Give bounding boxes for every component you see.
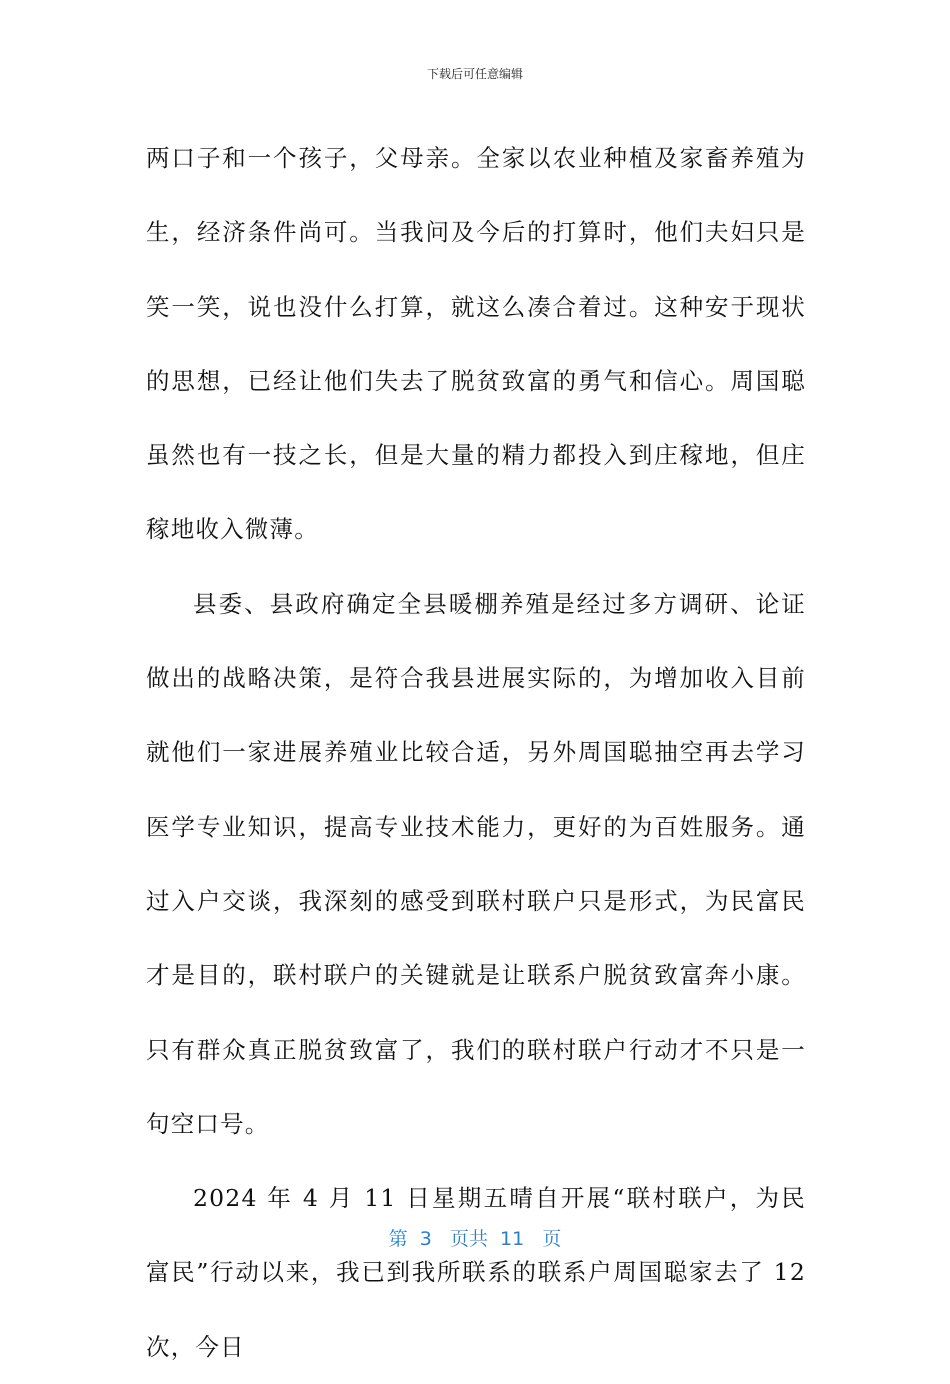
- footer-prefix: 第: [388, 1228, 408, 1250]
- paragraph-1: 两口子和一个孩子，父母亲。全家以农业种植及家畜养殖为生，经济条件尚可。当我问及今后的打算时，他们夫妇只是笑一笑，说也没什么打算，就这么凑合着过。这种安于现状的思想，已经让他们失去了脱贫致富的勇气和信心。周国聪虽然也有一技之长，但是大量的精力都投入到庄稼地，但庄稼地收入微薄。: [146, 144, 806, 544]
- footer-total-pages: 11: [500, 1228, 525, 1250]
- page-footer: [0, 1226, 950, 1252]
- paragraph-2: 县委、县政府确定全县暖棚养殖是经过多方调研、论证做出的战略决策，是符合我县进展实际的，为增加收入目前就他们一家进展养殖业比较合适，另外周国聪抽空再去学习医学专业知识，提高专业技术能力，更好的为百姓服务。通过入户交谈，我深刻的感受到联村联户只是形式，为民富民才是目的，联村联户的关键就是让联系户脱贫致富奔小康。只有群众真正脱贫致富了，我们的联村联户行动才不只是一句空口号。: [146, 589, 806, 1138]
- page-header-note: 下载后可任意编辑: [426, 67, 523, 81]
- footer-middle: 页共: [449, 1228, 488, 1250]
- document-body: [146, 121, 806, 1384]
- paragraph-3: 2024 年 4 月 11 日星期五晴自开展“联村联户，为民富民”行动以来，我已到我所联系的联系户周国聪家去了 12 次，今日: [146, 1184, 806, 1361]
- footer-suffix: 页: [542, 1228, 562, 1250]
- footer-current-page: 3: [419, 1228, 432, 1250]
